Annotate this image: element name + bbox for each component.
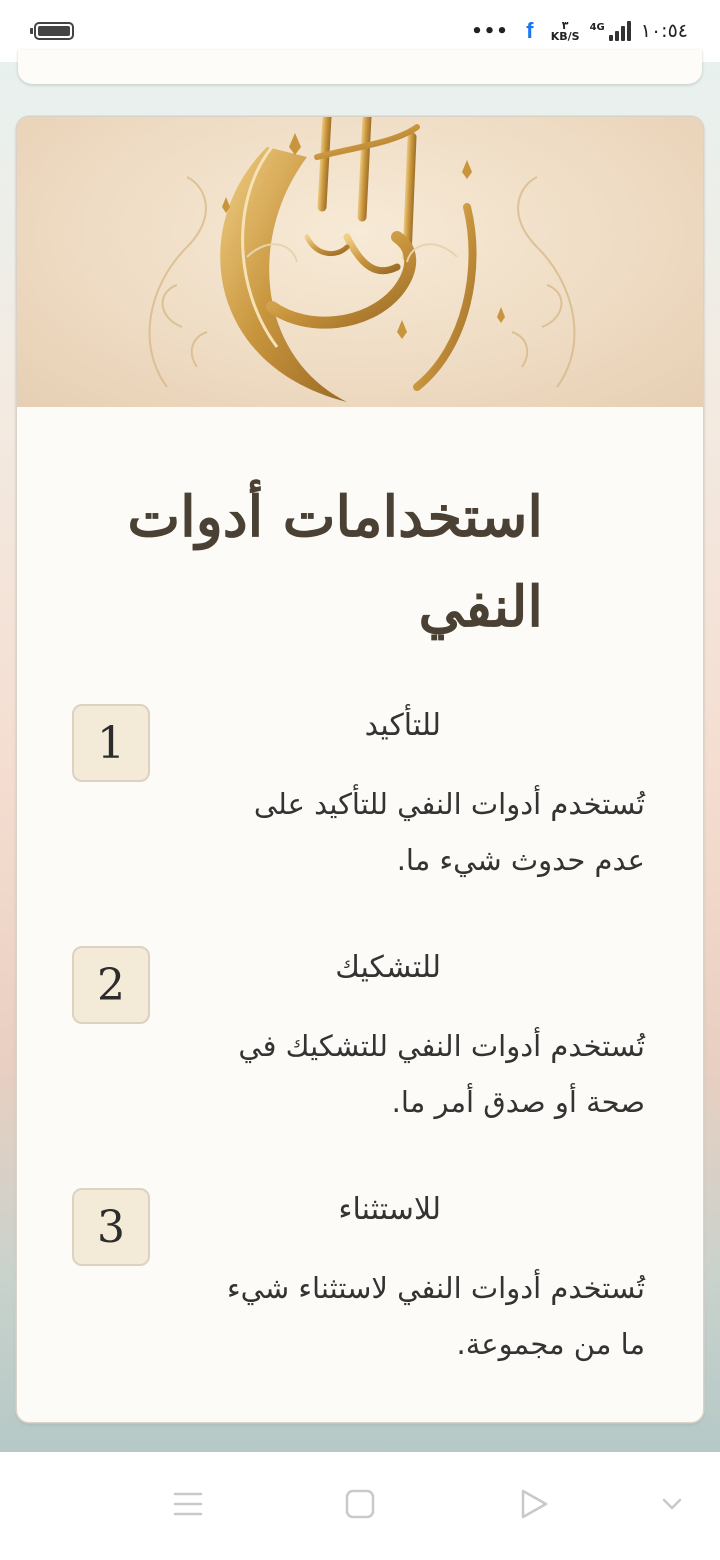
item-number-badge: 3 [72, 1188, 150, 1266]
item-number-badge: 2 [72, 946, 150, 1024]
navigation-bar [0, 1452, 720, 1560]
data-speed [551, 20, 580, 42]
status-indicators [471, 20, 688, 42]
item-description: تُستخدم أدوات النفي لاستثناء شيء ما من مجموعة. [227, 1271, 645, 1361]
page-title: استخدامات أدوات النفي [127, 484, 543, 640]
home-square-icon[interactable] [344, 1488, 376, 1524]
network-type: 4G [589, 22, 605, 33]
previous-card [18, 50, 702, 84]
item-number-badge: 1 [72, 704, 150, 782]
more-notifications-indicator: ••• [471, 20, 509, 42]
clock: ١٠:٥٤ [640, 20, 688, 42]
back-triangle-icon[interactable] [518, 1488, 550, 1524]
item-title: للتشكيك [335, 950, 441, 985]
signal-icon [590, 21, 631, 41]
menu-icon[interactable] [172, 1488, 204, 1524]
item-title: للاستثناء [338, 1192, 441, 1227]
item-description: تُستخدم أدوات النفي للتشكيك في صحة أو صدق أمر ما. [238, 1029, 645, 1119]
calligraphy-ornament-icon [17, 117, 703, 407]
battery-icon [34, 22, 74, 40]
data-speed-value: ٣ [561, 19, 569, 32]
collapse-chevron-icon[interactable] [660, 1494, 684, 1518]
data-speed-unit: KB/S [550, 30, 580, 43]
item-title: للتأكيد [364, 708, 441, 743]
facebook-icon: f [519, 20, 541, 42]
item-description: تُستخدم أدوات النفي للتأكيد على عدم حدوث شيء ما. [253, 787, 645, 877]
content-card [17, 117, 703, 1422]
calligraphy-illustration [17, 117, 703, 407]
